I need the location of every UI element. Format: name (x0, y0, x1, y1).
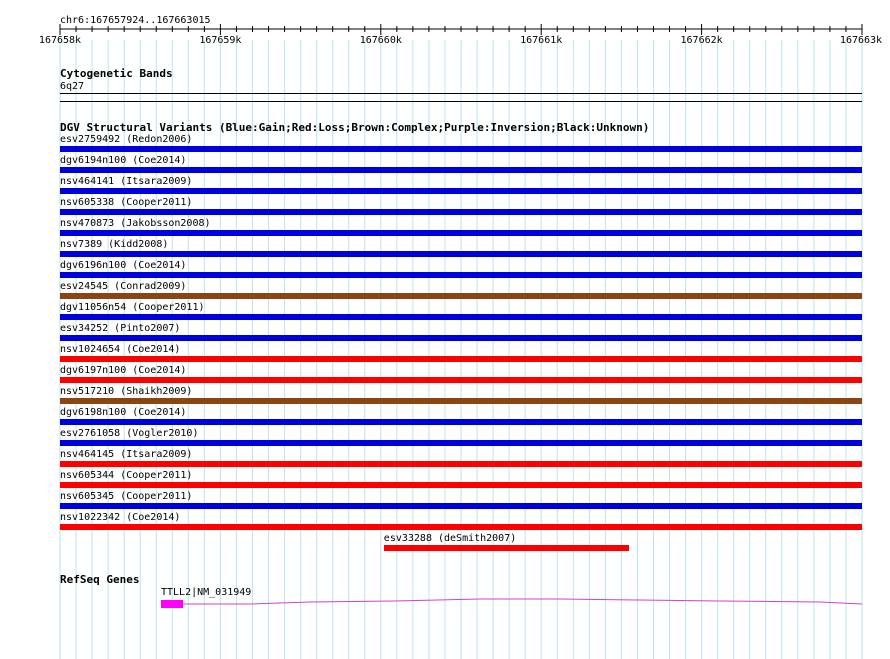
variant-label[interactable]: nsv470873 (Jakobsson2008) (60, 218, 211, 229)
variant-bar[interactable] (60, 461, 862, 467)
cytoband-line-bottom (60, 101, 862, 102)
location-label: chr6:167657924..167663015 (60, 15, 211, 26)
variant-bar[interactable] (60, 209, 862, 215)
variant-bar[interactable] (60, 293, 862, 299)
variant-bar[interactable] (60, 272, 862, 278)
variant-label[interactable]: nsv1022342 (Coe2014) (60, 512, 181, 523)
variant-label[interactable]: dgv6196n100 (Coe2014) (60, 260, 187, 271)
variant-bar[interactable] (60, 398, 862, 404)
variant-label[interactable]: esv2759492 (Redon2006) (60, 134, 193, 145)
variant-label[interactable]: dgv6194n100 (Coe2014) (60, 155, 187, 166)
variant-bar[interactable] (60, 524, 862, 530)
variant-bar[interactable] (60, 356, 862, 362)
ruler-tick-label: 167660k (359, 35, 402, 46)
variant-label[interactable]: esv33288 (deSmith2007) (383, 533, 517, 544)
variant-label[interactable]: nsv605338 (Cooper2011) (60, 197, 193, 208)
variant-bar[interactable] (60, 188, 862, 194)
gene-label[interactable]: TTLL2|NM_031949 (161, 587, 252, 598)
refseq-track-title: RefSeq Genes (60, 573, 140, 586)
variant-label[interactable]: esv2761058 (Vogler2010) (60, 428, 199, 439)
variant-bar[interactable] (60, 419, 862, 425)
gene-intron-line (183, 599, 862, 604)
gene-model[interactable] (0, 596, 890, 616)
gene-exon[interactable] (161, 600, 183, 608)
variant-bar[interactable] (60, 146, 862, 152)
variant-bar[interactable] (60, 251, 862, 257)
ruler-tick-label: 167658k (38, 35, 82, 46)
ruler-tick-label: 167662k (680, 35, 723, 46)
variant-label[interactable]: nsv517210 (Shaikh2009) (60, 386, 193, 397)
variant-bar[interactable] (60, 482, 862, 488)
variant-label[interactable]: dgv11056n54 (Cooper2011) (60, 302, 205, 313)
variant-bar[interactable] (60, 314, 862, 320)
variant-bar[interactable] (384, 545, 630, 551)
variant-bar[interactable] (60, 167, 862, 173)
variant-bar[interactable] (60, 335, 862, 341)
ruler-tick-label: 167661k (520, 35, 563, 46)
ruler-tick-label: 167663k (839, 35, 883, 46)
variant-label[interactable]: esv24545 (Conrad2009) (60, 281, 187, 292)
variant-bar[interactable] (60, 503, 862, 509)
variant-bar[interactable] (60, 230, 862, 236)
variant-label[interactable]: nsv464141 (Itsara2009) (60, 176, 193, 187)
variant-label[interactable]: nsv605344 (Cooper2011) (60, 470, 193, 481)
variant-label[interactable]: nsv1024654 (Coe2014) (60, 344, 181, 355)
variant-bar[interactable] (60, 377, 862, 383)
cytoband-line-top (60, 93, 862, 94)
ruler-tick-label: 167659k (199, 35, 242, 46)
dgv-track-title: DGV Structural Variants (Blue:Gain;Red:Loss;Brown:Complex;Purple:Inversion;Black:Unknown) (60, 121, 650, 134)
cytoband-label: 6q27 (60, 81, 85, 92)
variant-label[interactable]: nsv7389 (Kidd2008) (60, 239, 169, 250)
cytoband-track-title: Cytogenetic Bands (60, 67, 173, 80)
variant-label[interactable]: nsv464145 (Itsara2009) (60, 449, 193, 460)
variant-label[interactable]: dgv6198n100 (Coe2014) (60, 407, 187, 418)
variant-bar[interactable] (60, 440, 862, 446)
variant-label[interactable]: esv34252 (Pinto2007) (60, 323, 181, 334)
variant-label[interactable]: nsv605345 (Cooper2011) (60, 491, 193, 502)
variant-label[interactable]: dgv6197n100 (Coe2014) (60, 365, 187, 376)
